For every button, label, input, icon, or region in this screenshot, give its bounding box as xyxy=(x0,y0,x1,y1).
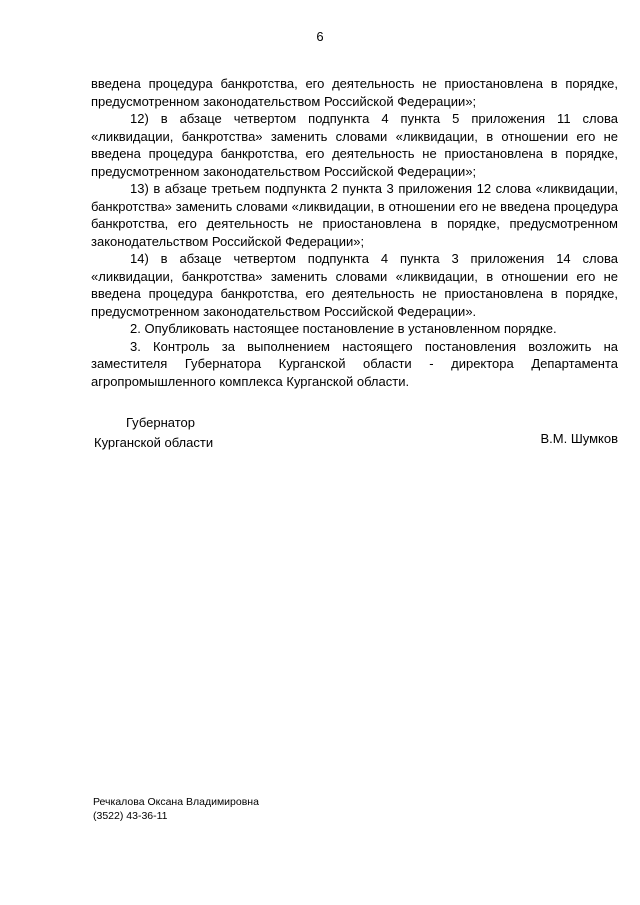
paragraph-control: 3. Контроль за выполнением настоящего постановления возложить на заместителя Губернатора Курганской области - директора Департамента агропромышленного комплекса Курганской области. xyxy=(91,338,618,389)
paragraph-item-13: 13) в абзаце третьем подпункта 2 пункта 3 приложения 12 слова «ликвидации, банкротства» заменить словами «ликвидации, в отношении его не введена процедура банкротства, его деятельность не приостановлена в порядке, предусмотренном законодательством Российской Федерации»; xyxy=(91,181,618,249)
document-body xyxy=(91,75,618,390)
contact-person: Речкалова Оксана Владимировна xyxy=(93,796,259,808)
paragraph-item-14: 14) в абзаце четвертом подпункта 4 пункта 3 приложения 14 слова «ликвидации, банкротства» заменить словами «ликвидации, в отношении его не введена процедура банкротства, его деятельность не приостановлена в порядке, предусмотренном законодательством Российской Федерации». xyxy=(91,251,618,319)
signatory-title xyxy=(94,413,213,453)
paragraph-publish: 2. Опубликовать настоящее постановление в установленном порядке. xyxy=(130,321,557,336)
page-number: 6 xyxy=(316,29,324,44)
signatory-name: В.М. Шумков xyxy=(540,431,618,446)
signatory-title-line2: Курганской области xyxy=(94,435,214,450)
signatory-title-line1: Губернатор xyxy=(126,415,195,430)
paragraph-item-12: 12) в абзаце четвертом подпункта 4 пункта 5 приложения 11 слова «ликвидации, банкротства» заменить словами «ликвидации, в отношении его не введена процедура банкротства, его деятельность не приостановлена в порядке, предусмотренном законодательством Российской Федерации»; xyxy=(91,111,618,179)
paragraph: введена процедура банкротства, его деятельность не приостановлена в порядке, предусмотренном законодательством Российской Федерации»; xyxy=(91,76,618,109)
contact-phone: (3522) 43-36-11 xyxy=(93,810,168,822)
contact-block xyxy=(93,795,259,823)
